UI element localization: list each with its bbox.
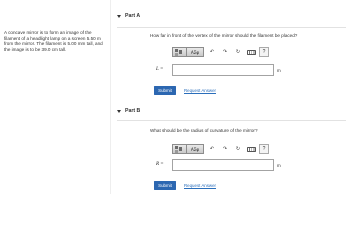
part-b-variable-label: R = [156, 162, 164, 167]
reset-icon[interactable]: ↻ [235, 146, 241, 152]
part-b-submit-button[interactable]: Submit [154, 181, 176, 190]
part-a-template-group [172, 47, 204, 57]
chevron-down-icon [117, 15, 121, 18]
redo-icon[interactable]: ↷ [222, 49, 228, 55]
help-button[interactable]: ? [259, 144, 269, 154]
part-b-divider [117, 120, 346, 121]
templates-button[interactable] [173, 145, 187, 153]
keyboard-icon[interactable] [247, 50, 256, 55]
part-a-answer-input[interactable] [172, 64, 274, 76]
part-b-template-group [172, 144, 204, 154]
reset-icon[interactable]: ↻ [235, 49, 241, 55]
greek-symbols-button[interactable]: ΑΣφ [190, 146, 200, 152]
part-a-header[interactable] [117, 13, 140, 19]
part-a-title: Part A [125, 13, 141, 19]
part-a-divider [117, 27, 346, 28]
greek-symbols-button[interactable]: ΑΣφ [190, 49, 200, 55]
undo-icon[interactable]: ↶ [209, 49, 215, 55]
part-a-question: How far in front of the vertex of the mirror should the filament be placed? [150, 33, 298, 38]
undo-icon[interactable]: ↶ [209, 146, 215, 152]
keyboard-icon[interactable] [247, 147, 256, 152]
problem-statement: A concave mirror is to form an image of the filament of a headlight lamp on a screen 5.50 m from the mirror. The filament is 5.00 mm tall, and the image is to be 39.0 cm tall. [4, 30, 103, 52]
redo-icon[interactable]: ↷ [222, 146, 228, 152]
part-b-request-answer-link[interactable]: Request Answer [184, 183, 216, 188]
chevron-down-icon [117, 110, 121, 113]
templates-button[interactable] [173, 48, 187, 56]
help-button[interactable]: ? [259, 47, 269, 57]
part-b-unit: m [277, 163, 281, 168]
part-a-submit-button[interactable]: Submit [154, 86, 176, 95]
part-b-title: Part B [125, 108, 141, 114]
part-a-variable-label: L = [156, 67, 164, 72]
part-a-math-toolbar [172, 46, 269, 58]
part-a-request-answer-link[interactable]: Request Answer [184, 88, 216, 93]
part-b-question: What should be the radius of curvature of the mirror? [150, 128, 258, 133]
template-boxes-icon [175, 49, 185, 56]
template-boxes-icon [175, 146, 185, 153]
part-a-unit: m [277, 68, 281, 73]
column-divider [110, 0, 111, 194]
part-b-header[interactable] [117, 108, 140, 114]
part-b-math-toolbar [172, 143, 269, 155]
part-b-answer-input[interactable] [172, 159, 274, 171]
